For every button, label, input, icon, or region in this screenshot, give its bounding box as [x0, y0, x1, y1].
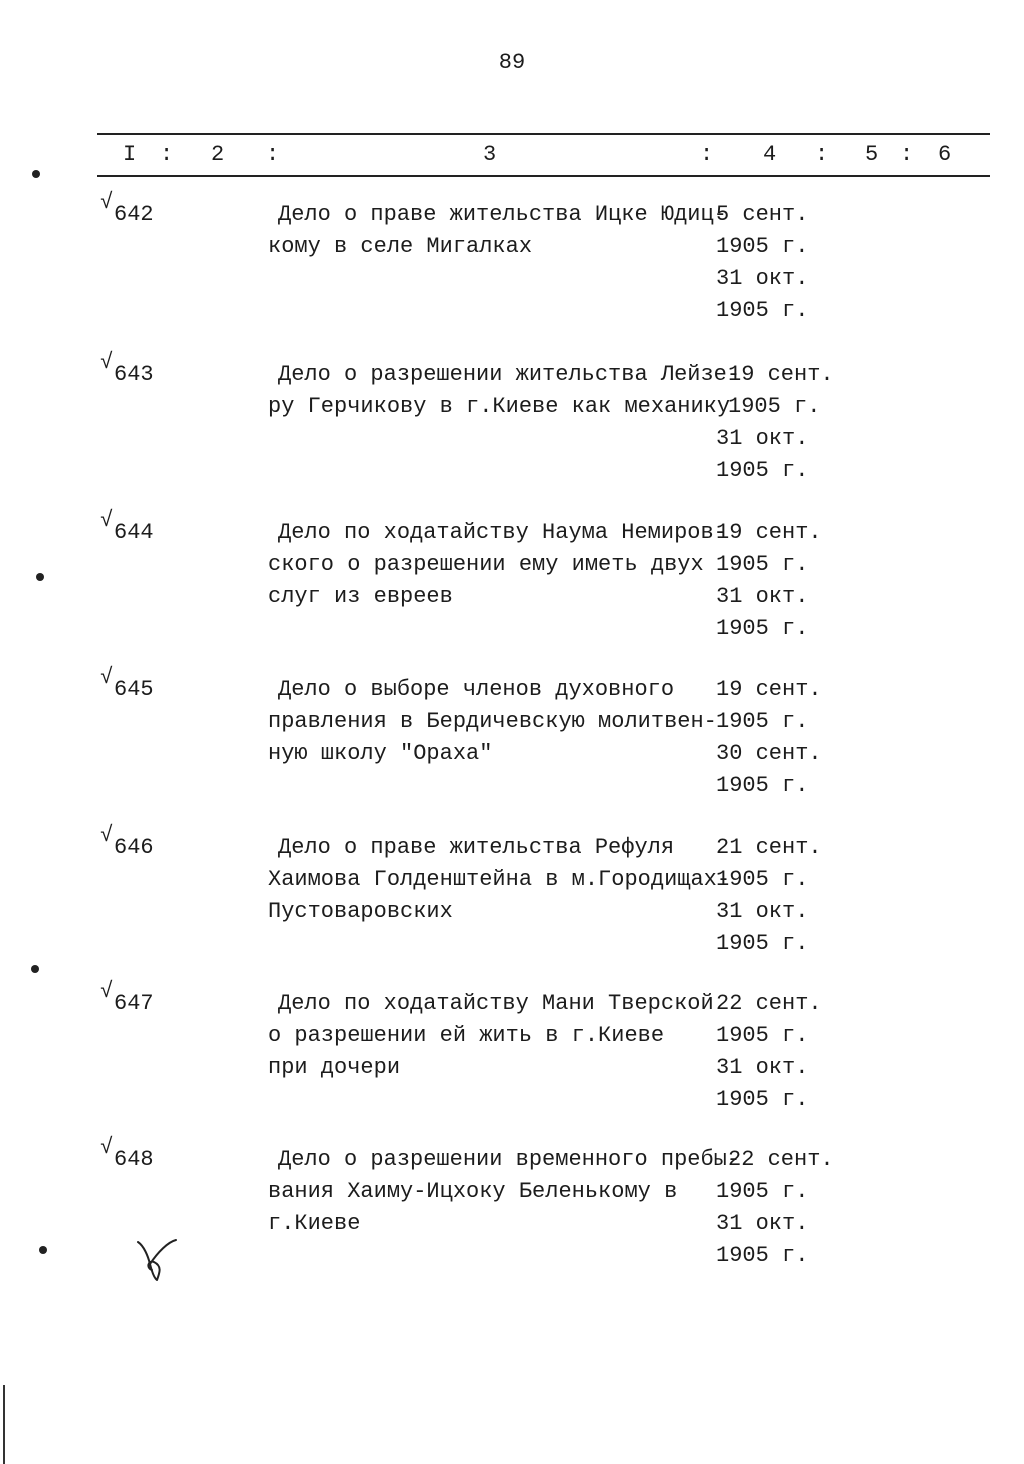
check-mark-icon: √	[100, 979, 114, 1004]
entry-date: 1905 г.	[716, 773, 809, 798]
entry-date: 31 окт.	[716, 584, 809, 609]
entry-number: 647	[114, 991, 154, 1016]
page-edge-line	[3, 1385, 5, 1464]
entry-date: 1905 г.	[716, 1243, 809, 1268]
column-4-header: 4	[763, 142, 777, 167]
entry-date: 31 окт.	[716, 1211, 809, 1236]
entry-description-line: вания Хаиму-Ицхоку Беленькому в	[268, 1179, 678, 1204]
entry-date: 1905 г.	[716, 552, 809, 577]
entry-date: 22 сент.	[716, 991, 822, 1016]
column-1-header: I	[123, 142, 137, 167]
entry-description-line: правления в Бердичевскую молитвен-	[268, 709, 717, 734]
list-item	[0, 508, 1024, 670]
entry-number: 644	[114, 520, 154, 545]
entry-date: 1905 г.	[728, 394, 821, 419]
entry-date: 1905 г.	[716, 1179, 809, 1204]
handwritten-mark-icon	[130, 1232, 180, 1284]
entry-date: 5 сент.	[716, 202, 809, 227]
entry-description-line: ру Герчикову в г.Киеве как механику	[268, 394, 731, 419]
entry-number: 642	[114, 202, 154, 227]
entry-number: 645	[114, 677, 154, 702]
entry-description-line: ную школу "Ораха"	[268, 741, 493, 766]
entry-date: 31 окт.	[716, 266, 809, 291]
check-mark-icon: √	[100, 1135, 114, 1160]
entry-description-line: о разрешении ей жить в г.Киеве	[268, 1023, 665, 1048]
entry-description-line: слуг из евреев	[268, 584, 453, 609]
list-item	[0, 979, 1024, 1141]
entry-description-line: Дело о праве жительства Рефуля	[278, 835, 675, 860]
check-mark-icon: √	[100, 350, 114, 375]
entry-description-line: г.Киеве	[268, 1211, 361, 1236]
check-mark-icon: √	[100, 190, 114, 215]
entry-description-line: ского о разрешении ему иметь двух	[268, 552, 704, 577]
entry-description-line: Дело о разрешении жительства Лейзе-	[278, 362, 741, 387]
column-separator: :	[900, 142, 914, 167]
entry-date: 19 сент.	[728, 362, 834, 387]
entry-description-line: Дело о выборе членов духовного	[278, 677, 675, 702]
header-top-rule	[97, 133, 990, 135]
entry-date: 31 окт.	[716, 1055, 809, 1080]
entry-description-line: Дело по ходатайству Наума Немиров-	[278, 520, 727, 545]
binder-hole-icon	[36, 573, 44, 581]
entry-date: 1905 г.	[716, 616, 809, 641]
check-mark-icon: √	[100, 508, 114, 533]
column-separator: :	[266, 142, 280, 167]
entry-number: 648	[114, 1147, 154, 1172]
column-5-header: 5	[865, 142, 879, 167]
entry-date: 19 сент.	[716, 677, 822, 702]
entry-date: 1905 г.	[716, 709, 809, 734]
column-separator: :	[815, 142, 829, 167]
column-separator: :	[700, 142, 714, 167]
page-number: 89	[498, 50, 526, 75]
entry-date: 1905 г.	[716, 234, 809, 259]
entry-number: 646	[114, 835, 154, 860]
entry-number: 643	[114, 362, 154, 387]
list-item	[0, 190, 1024, 352]
entry-date: 1905 г.	[716, 1023, 809, 1048]
entry-date: 22 сент.	[728, 1147, 834, 1172]
column-separator: :	[160, 142, 174, 167]
list-item	[0, 823, 1024, 985]
column-2-header: 2	[211, 142, 225, 167]
entry-description-line: Дело о разрешении временного пребы-	[278, 1147, 741, 1172]
entry-date: 19 сент.	[716, 520, 822, 545]
binder-hole-icon	[31, 965, 39, 973]
entry-description-line: кому в селе Мигалках	[268, 234, 533, 259]
binder-hole-icon	[32, 170, 40, 178]
column-3-header: 3	[483, 142, 497, 167]
entry-description-line: при дочери	[268, 1055, 401, 1080]
entry-date: 1905 г.	[716, 1087, 809, 1112]
entry-date: 1905 г.	[716, 298, 809, 323]
check-mark-icon: √	[100, 823, 114, 848]
entry-date: 21 сент.	[716, 835, 822, 860]
column-6-header: 6	[938, 142, 952, 167]
binder-hole-icon	[39, 1246, 47, 1254]
entry-date: 1905 г.	[716, 931, 809, 956]
check-mark-icon: √	[100, 665, 114, 690]
entry-date: 1905 г.	[716, 458, 809, 483]
entry-date: 31 окт.	[716, 899, 809, 924]
entry-description-line: Хаимова Голденштейна в м.Городищах-	[268, 867, 731, 892]
list-item	[0, 665, 1024, 827]
list-item	[0, 350, 1024, 512]
entry-description-line: Дело о праве жительства Ицке Юдиц-	[278, 202, 727, 227]
header-bottom-rule	[97, 175, 990, 177]
entry-description-line: Дело по ходатайству Мани Тверской	[278, 991, 714, 1016]
entry-date: 1905 г.	[716, 867, 809, 892]
entry-description-line: Пустоваровских	[268, 899, 453, 924]
entry-date: 30 сент.	[716, 741, 822, 766]
entry-date: 31 окт.	[716, 426, 809, 451]
